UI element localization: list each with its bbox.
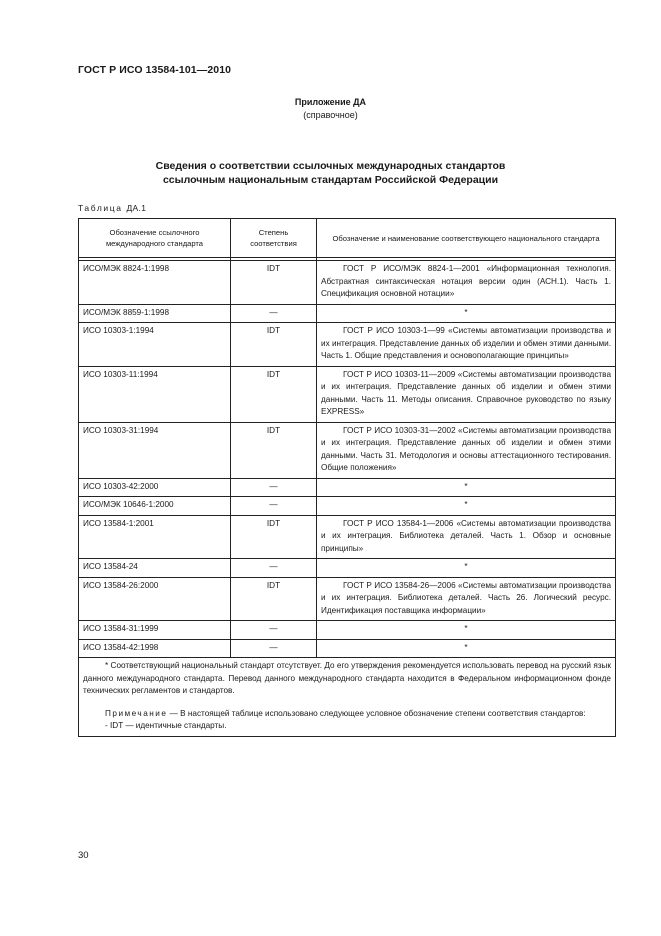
- cell-national-standard: ГОСТ Р ИСО 10303-1—99 «Системы автоматизации производства и их интеграция. Представление данных об изделии и обмен этими данными. Часть 1. Общие представления и основополагающие принципы»: [317, 323, 616, 367]
- table-row: [79, 478, 616, 497]
- cell-international-standard: ИСО 10303-31:1994: [79, 422, 231, 478]
- table-row: [79, 639, 616, 658]
- cell-degree: —: [231, 497, 317, 516]
- table-row: [79, 497, 616, 516]
- cell-degree: IDT: [231, 366, 317, 422]
- table-row: [79, 577, 616, 621]
- table-label: [78, 203, 146, 213]
- table-footnote: * Соответствующий национальный стандарт отсутствует. До его утверждения рекомендуется использовать перевод на русский язык данного международного стандарта. Перевод данного международного стандарта находится в Федеральном информационном фонде технических регламентов и стандартов.: [83, 661, 611, 695]
- appendix-heading: [0, 96, 661, 122]
- document-header: ГОСТ Р ИСО 13584-101—2010: [78, 64, 232, 76]
- note-text: — В настоящей таблице использовано следующее условное обозначение степени соответствия стандартов:: [167, 708, 586, 718]
- table-header-row: [79, 219, 616, 258]
- cell-national-standard: *: [317, 497, 616, 516]
- cell-national-standard: *: [317, 304, 616, 323]
- header-national-standard: Обозначение и наименование соответствующего национального стандарта: [317, 219, 616, 258]
- cell-degree: —: [231, 639, 317, 658]
- table-row: [79, 323, 616, 367]
- cell-international-standard: ИСО 13584-24: [79, 559, 231, 578]
- appendix-title: Приложение ДА: [294, 97, 367, 107]
- cell-international-standard: ИСО 13584-42:1998: [79, 639, 231, 658]
- section-title-line-1: Сведения о соответствии ссылочных международных стандартов: [155, 160, 506, 172]
- cell-international-standard: ИСО/МЭК 8824-1:1998: [79, 261, 231, 305]
- cell-degree: IDT: [231, 577, 317, 621]
- note-item: - IDT — идентичные стандарты.: [105, 721, 227, 730]
- cell-international-standard: ИСО 13584-1:2001: [79, 515, 231, 559]
- table-row: [79, 621, 616, 640]
- cell-degree: —: [231, 304, 317, 323]
- table-footnote-row: [79, 658, 616, 737]
- table-note: [83, 708, 611, 721]
- cell-degree: —: [231, 559, 317, 578]
- cell-international-standard: ИСО 10303-11:1994: [79, 366, 231, 422]
- section-title: [0, 159, 661, 187]
- header-degree-of-correspondence: Степень соответствия: [231, 219, 317, 258]
- page-number: 30: [78, 850, 89, 861]
- cell-national-standard: ГОСТ Р ИСО 10303-11—2009 «Системы автоматизации производства и их интеграция. Представление данных об изделии и обмен этими данными. Часть 11. Методы описания. Справочное руководство по языку EXPRESS»: [317, 366, 616, 422]
- table-row: [79, 515, 616, 559]
- cell-national-standard: ГОСТ Р ИСО 13584-1—2006 «Системы автоматизации производства и их интеграция. Библиотека деталей. Часть 1. Обзор и основные принципы»: [317, 515, 616, 559]
- cell-international-standard: ИСО/МЭК 8859-1:1998: [79, 304, 231, 323]
- cell-international-standard: ИСО/МЭК 10646-1:2000: [79, 497, 231, 516]
- cell-national-standard: *: [317, 478, 616, 497]
- appendix-subtitle: (справочное): [303, 110, 358, 120]
- table-row: [79, 422, 616, 478]
- cell-national-standard: *: [317, 639, 616, 658]
- cell-degree: IDT: [231, 323, 317, 367]
- cell-degree: IDT: [231, 515, 317, 559]
- note-label: Примечание: [105, 708, 168, 718]
- table-row: [79, 559, 616, 578]
- cell-international-standard: ИСО 13584-31:1999: [79, 621, 231, 640]
- table-row: [79, 304, 616, 323]
- cell-degree: —: [231, 621, 317, 640]
- cell-degree: IDT: [231, 422, 317, 478]
- cell-degree: —: [231, 478, 317, 497]
- cell-international-standard: ИСО 10303-1:1994: [79, 323, 231, 367]
- standards-correspondence-table: [78, 218, 616, 737]
- cell-national-standard: ГОСТ Р ИСО 10303-31—2002 «Системы автоматизации производства и их интеграция. Представление данных об изделии и обмен этими данными. Часть 31. Методология и основы аттестационного тестирования. Общие положения»: [317, 422, 616, 478]
- cell-international-standard: ИСО 13584-26:2000: [79, 577, 231, 621]
- cell-international-standard: ИСО 10303-42:2000: [79, 478, 231, 497]
- cell-national-standard: *: [317, 621, 616, 640]
- table-row: [79, 366, 616, 422]
- table-row: [79, 261, 616, 305]
- table-footnote-cell: [79, 658, 616, 737]
- cell-national-standard: ГОСТ Р ИСО/МЭК 8824-1—2001 «Информационная технология. Абстрактная синтаксическая нотация версии один (АСН.1). Часть 1. Спецификация основной нотации»: [317, 261, 616, 305]
- cell-national-standard: ГОСТ Р ИСО 13584-26—2006 «Системы автоматизации производства и их интеграция. Библиотека деталей. Часть 26. Логический ресурс. Идентификация поставщика информации»: [317, 577, 616, 621]
- section-title-line-2: ссылочным национальным стандартам Российской Федерации: [162, 174, 499, 186]
- table-label-number: ДА.1: [126, 203, 147, 213]
- table-label-word: Таблица: [78, 203, 123, 213]
- cell-degree: IDT: [231, 261, 317, 305]
- cell-national-standard: *: [317, 559, 616, 578]
- header-international-standard: Обозначение ссылочного международного стандарта: [79, 219, 231, 258]
